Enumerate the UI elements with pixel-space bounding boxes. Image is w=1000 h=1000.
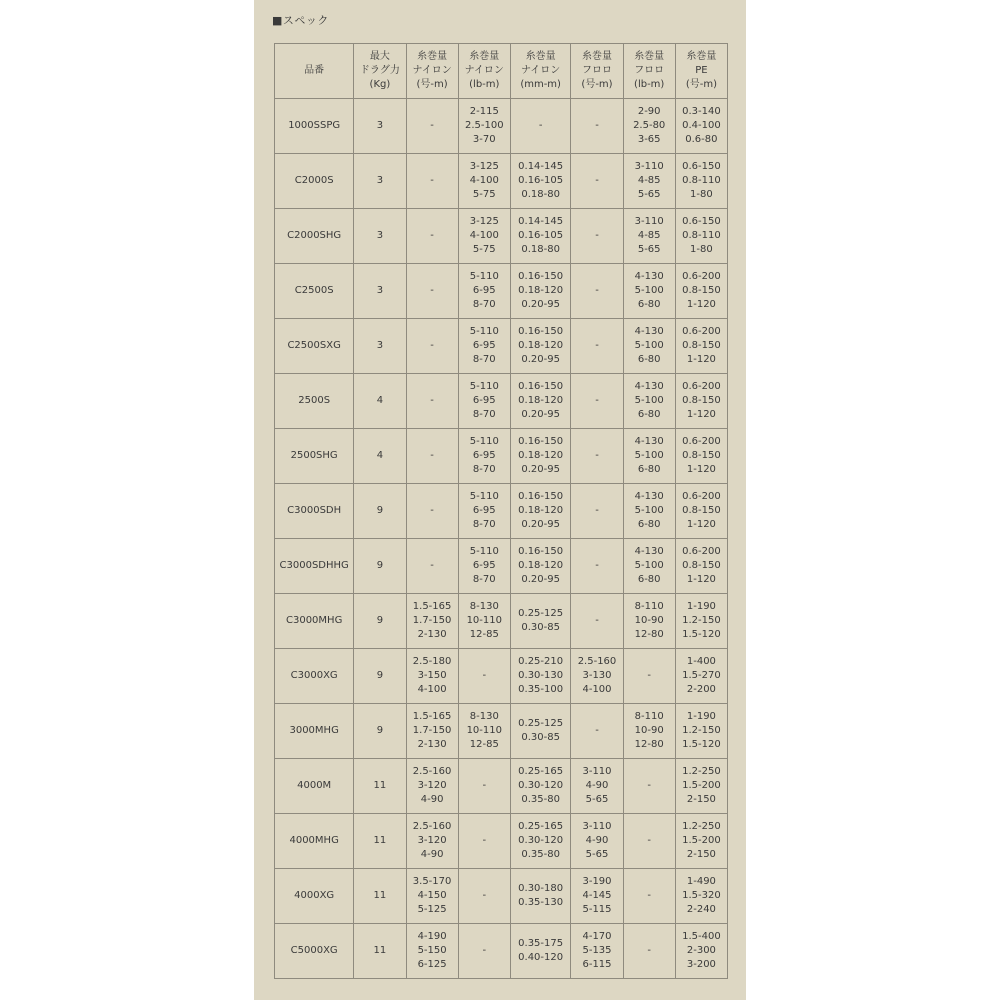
cell-fluoro-lb: 3-110 4-85 5-65 xyxy=(623,209,675,264)
cell-nylon-mm: 0.16-150 0.18-120 0.20-95 xyxy=(510,539,571,594)
cell-fluoro-lb: 4-130 5-100 6-80 xyxy=(623,539,675,594)
cell-nylon-mm: 0.14-145 0.16-105 0.18-80 xyxy=(510,209,571,264)
cell-fluoro-go: - xyxy=(571,594,623,649)
header-fluoro-go: 糸巻量 フロロ (号-m) xyxy=(571,44,623,99)
table-row xyxy=(275,319,728,374)
table-row xyxy=(275,154,728,209)
cell-pe-go: 1-190 1.2-150 1.5-120 xyxy=(675,704,727,759)
cell-pe-go: 0.6-150 0.8-110 1-80 xyxy=(675,154,727,209)
cell-nylon-mm: 0.25-125 0.30-85 xyxy=(510,594,571,649)
spec-panel xyxy=(254,0,746,1000)
cell-fluoro-lb: - xyxy=(623,924,675,979)
cell-model: C3000SDHHG xyxy=(275,539,354,594)
cell-model: C2500SXG xyxy=(275,319,354,374)
table-row xyxy=(275,594,728,649)
cell-fluoro-go: - xyxy=(571,704,623,759)
cell-model: 4000M xyxy=(275,759,354,814)
cell-max-drag: 11 xyxy=(354,759,406,814)
cell-model: 2500SHG xyxy=(275,429,354,484)
cell-fluoro-lb: 4-130 5-100 6-80 xyxy=(623,484,675,539)
table-row xyxy=(275,704,728,759)
header-fluoro-lb: 糸巻量 フロロ (lb-m) xyxy=(623,44,675,99)
cell-model: C3000MHG xyxy=(275,594,354,649)
cell-nylon-go: 2.5-160 3-120 4-90 xyxy=(406,814,458,869)
cell-max-drag: 3 xyxy=(354,319,406,374)
cell-fluoro-go: 4-170 5-135 6-115 xyxy=(571,924,623,979)
cell-model: C3000SDH xyxy=(275,484,354,539)
table-row xyxy=(275,374,728,429)
table-row xyxy=(275,924,728,979)
cell-pe-go: 0.6-200 0.8-150 1-120 xyxy=(675,264,727,319)
cell-max-drag: 3 xyxy=(354,209,406,264)
cell-max-drag: 3 xyxy=(354,264,406,319)
cell-fluoro-lb: - xyxy=(623,649,675,704)
cell-pe-go: 1-490 1.5-320 2-240 xyxy=(675,869,727,924)
cell-nylon-mm: 0.16-150 0.18-120 0.20-95 xyxy=(510,319,571,374)
cell-fluoro-lb: 4-130 5-100 6-80 xyxy=(623,429,675,484)
cell-fluoro-lb: 4-130 5-100 6-80 xyxy=(623,319,675,374)
header-nylon-lb: 糸巻量 ナイロン (lb-m) xyxy=(458,44,510,99)
table-row xyxy=(275,759,728,814)
spec-table xyxy=(274,43,728,979)
cell-nylon-lb: 5-110 6-95 8-70 xyxy=(458,484,510,539)
cell-nylon-lb: 3-125 4-100 5-75 xyxy=(458,154,510,209)
table-row xyxy=(275,869,728,924)
cell-pe-go: 0.6-200 0.8-150 1-120 xyxy=(675,484,727,539)
cell-max-drag: 4 xyxy=(354,429,406,484)
cell-fluoro-go: 3-190 4-145 5-115 xyxy=(571,869,623,924)
cell-pe-go: 0.6-200 0.8-150 1-120 xyxy=(675,374,727,429)
cell-fluoro-lb: - xyxy=(623,759,675,814)
cell-pe-go: 0.3-140 0.4-100 0.6-80 xyxy=(675,99,727,154)
cell-model: C5000XG xyxy=(275,924,354,979)
cell-max-drag: 3 xyxy=(354,154,406,209)
cell-nylon-lb: 3-125 4-100 5-75 xyxy=(458,209,510,264)
table-row xyxy=(275,264,728,319)
cell-model: 1000SSPG xyxy=(275,99,354,154)
table-row xyxy=(275,814,728,869)
cell-fluoro-go: - xyxy=(571,154,623,209)
cell-pe-go: 1-190 1.2-150 1.5-120 xyxy=(675,594,727,649)
cell-nylon-mm: 0.16-150 0.18-120 0.20-95 xyxy=(510,484,571,539)
cell-nylon-go: - xyxy=(406,99,458,154)
header-nylon-mm: 糸巻量 ナイロン (mm-m) xyxy=(510,44,571,99)
table-row xyxy=(275,539,728,594)
cell-max-drag: 9 xyxy=(354,704,406,759)
cell-max-drag: 3 xyxy=(354,99,406,154)
cell-nylon-lb: 5-110 6-95 8-70 xyxy=(458,429,510,484)
cell-fluoro-lb: 2-90 2.5-80 3-65 xyxy=(623,99,675,154)
cell-fluoro-lb: 3-110 4-85 5-65 xyxy=(623,154,675,209)
cell-nylon-mm: 0.25-165 0.30-120 0.35-80 xyxy=(510,814,571,869)
cell-nylon-go: - xyxy=(406,319,458,374)
cell-model: C2500S xyxy=(275,264,354,319)
cell-pe-go: 1-400 1.5-270 2-200 xyxy=(675,649,727,704)
cell-max-drag: 9 xyxy=(354,539,406,594)
cell-fluoro-lb: 4-130 5-100 6-80 xyxy=(623,374,675,429)
cell-fluoro-go: 3-110 4-90 5-65 xyxy=(571,759,623,814)
cell-pe-go: 0.6-200 0.8-150 1-120 xyxy=(675,539,727,594)
cell-fluoro-lb: - xyxy=(623,814,675,869)
cell-model: 3000MHG xyxy=(275,704,354,759)
cell-fluoro-go: 2.5-160 3-130 4-100 xyxy=(571,649,623,704)
cell-model: 4000MHG xyxy=(275,814,354,869)
header-nylon-go: 糸巻量 ナイロン (号-m) xyxy=(406,44,458,99)
header-max-drag: 最大 ドラグ力 (Kg) xyxy=(354,44,406,99)
section-title: ■スペック xyxy=(272,14,329,27)
cell-max-drag: 11 xyxy=(354,814,406,869)
cell-nylon-go: - xyxy=(406,154,458,209)
cell-nylon-mm: 0.16-150 0.18-120 0.20-95 xyxy=(510,374,571,429)
cell-nylon-go: - xyxy=(406,429,458,484)
cell-nylon-lb: 5-110 6-95 8-70 xyxy=(458,539,510,594)
cell-nylon-go: 2.5-160 3-120 4-90 xyxy=(406,759,458,814)
cell-fluoro-go: 3-110 4-90 5-65 xyxy=(571,814,623,869)
cell-fluoro-lb: 8-110 10-90 12-80 xyxy=(623,704,675,759)
cell-nylon-go: - xyxy=(406,484,458,539)
cell-fluoro-go: - xyxy=(571,484,623,539)
cell-nylon-mm: - xyxy=(510,99,571,154)
cell-fluoro-go: - xyxy=(571,99,623,154)
header-row xyxy=(275,44,728,99)
cell-nylon-lb: - xyxy=(458,759,510,814)
cell-nylon-mm: 0.25-165 0.30-120 0.35-80 xyxy=(510,759,571,814)
cell-max-drag: 11 xyxy=(354,924,406,979)
cell-pe-go: 1.5-400 2-300 3-200 xyxy=(675,924,727,979)
table-header xyxy=(275,44,728,99)
cell-nylon-lb: 2-115 2.5-100 3-70 xyxy=(458,99,510,154)
cell-nylon-lb: - xyxy=(458,869,510,924)
cell-nylon-go: 4-190 5-150 6-125 xyxy=(406,924,458,979)
cell-nylon-go: 3.5-170 4-150 5-125 xyxy=(406,869,458,924)
cell-nylon-go: - xyxy=(406,539,458,594)
table-row xyxy=(275,99,728,154)
cell-model: C2000S xyxy=(275,154,354,209)
cell-model: 4000XG xyxy=(275,869,354,924)
cell-model: C2000SHG xyxy=(275,209,354,264)
cell-max-drag: 9 xyxy=(354,649,406,704)
cell-pe-go: 0.6-200 0.8-150 1-120 xyxy=(675,319,727,374)
cell-nylon-lb: 8-130 10-110 12-85 xyxy=(458,594,510,649)
cell-nylon-lb: 5-110 6-95 8-70 xyxy=(458,319,510,374)
cell-nylon-go: 1.5-165 1.7-150 2-130 xyxy=(406,704,458,759)
cell-nylon-mm: 0.25-125 0.30-85 xyxy=(510,704,571,759)
cell-nylon-lb: 5-110 6-95 8-70 xyxy=(458,374,510,429)
cell-fluoro-lb: 8-110 10-90 12-80 xyxy=(623,594,675,649)
cell-nylon-go: - xyxy=(406,209,458,264)
cell-nylon-mm: 0.25-210 0.30-130 0.35-100 xyxy=(510,649,571,704)
cell-max-drag: 4 xyxy=(354,374,406,429)
cell-nylon-lb: 5-110 6-95 8-70 xyxy=(458,264,510,319)
cell-fluoro-go: - xyxy=(571,209,623,264)
cell-nylon-mm: 0.35-175 0.40-120 xyxy=(510,924,571,979)
cell-fluoro-go: - xyxy=(571,429,623,484)
cell-model: C3000XG xyxy=(275,649,354,704)
cell-max-drag: 9 xyxy=(354,484,406,539)
cell-fluoro-lb: - xyxy=(623,869,675,924)
cell-nylon-go: - xyxy=(406,264,458,319)
cell-fluoro-go: - xyxy=(571,374,623,429)
cell-nylon-go: 2.5-180 3-150 4-100 xyxy=(406,649,458,704)
cell-nylon-mm: 0.30-180 0.35-130 xyxy=(510,869,571,924)
cell-nylon-lb: 8-130 10-110 12-85 xyxy=(458,704,510,759)
cell-nylon-mm: 0.14-145 0.16-105 0.18-80 xyxy=(510,154,571,209)
header-model: 品番 xyxy=(275,44,354,99)
cell-fluoro-go: - xyxy=(571,264,623,319)
cell-max-drag: 9 xyxy=(354,594,406,649)
cell-nylon-mm: 0.16-150 0.18-120 0.20-95 xyxy=(510,429,571,484)
cell-pe-go: 0.6-150 0.8-110 1-80 xyxy=(675,209,727,264)
cell-fluoro-go: - xyxy=(571,319,623,374)
cell-nylon-lb: - xyxy=(458,924,510,979)
cell-max-drag: 11 xyxy=(354,869,406,924)
cell-pe-go: 1.2-250 1.5-200 2-150 xyxy=(675,759,727,814)
cell-nylon-lb: - xyxy=(458,814,510,869)
table-row xyxy=(275,649,728,704)
cell-nylon-go: 1.5-165 1.7-150 2-130 xyxy=(406,594,458,649)
header-pe-go: 糸巻量 PE (号-m) xyxy=(675,44,727,99)
table-row xyxy=(275,484,728,539)
table-row xyxy=(275,209,728,264)
table-row xyxy=(275,429,728,484)
cell-fluoro-lb: 4-130 5-100 6-80 xyxy=(623,264,675,319)
cell-nylon-lb: - xyxy=(458,649,510,704)
cell-model: 2500S xyxy=(275,374,354,429)
cell-pe-go: 0.6-200 0.8-150 1-120 xyxy=(675,429,727,484)
cell-nylon-mm: 0.16-150 0.18-120 0.20-95 xyxy=(510,264,571,319)
cell-pe-go: 1.2-250 1.5-200 2-150 xyxy=(675,814,727,869)
table-body xyxy=(275,99,728,979)
cell-fluoro-go: - xyxy=(571,539,623,594)
cell-nylon-go: - xyxy=(406,374,458,429)
